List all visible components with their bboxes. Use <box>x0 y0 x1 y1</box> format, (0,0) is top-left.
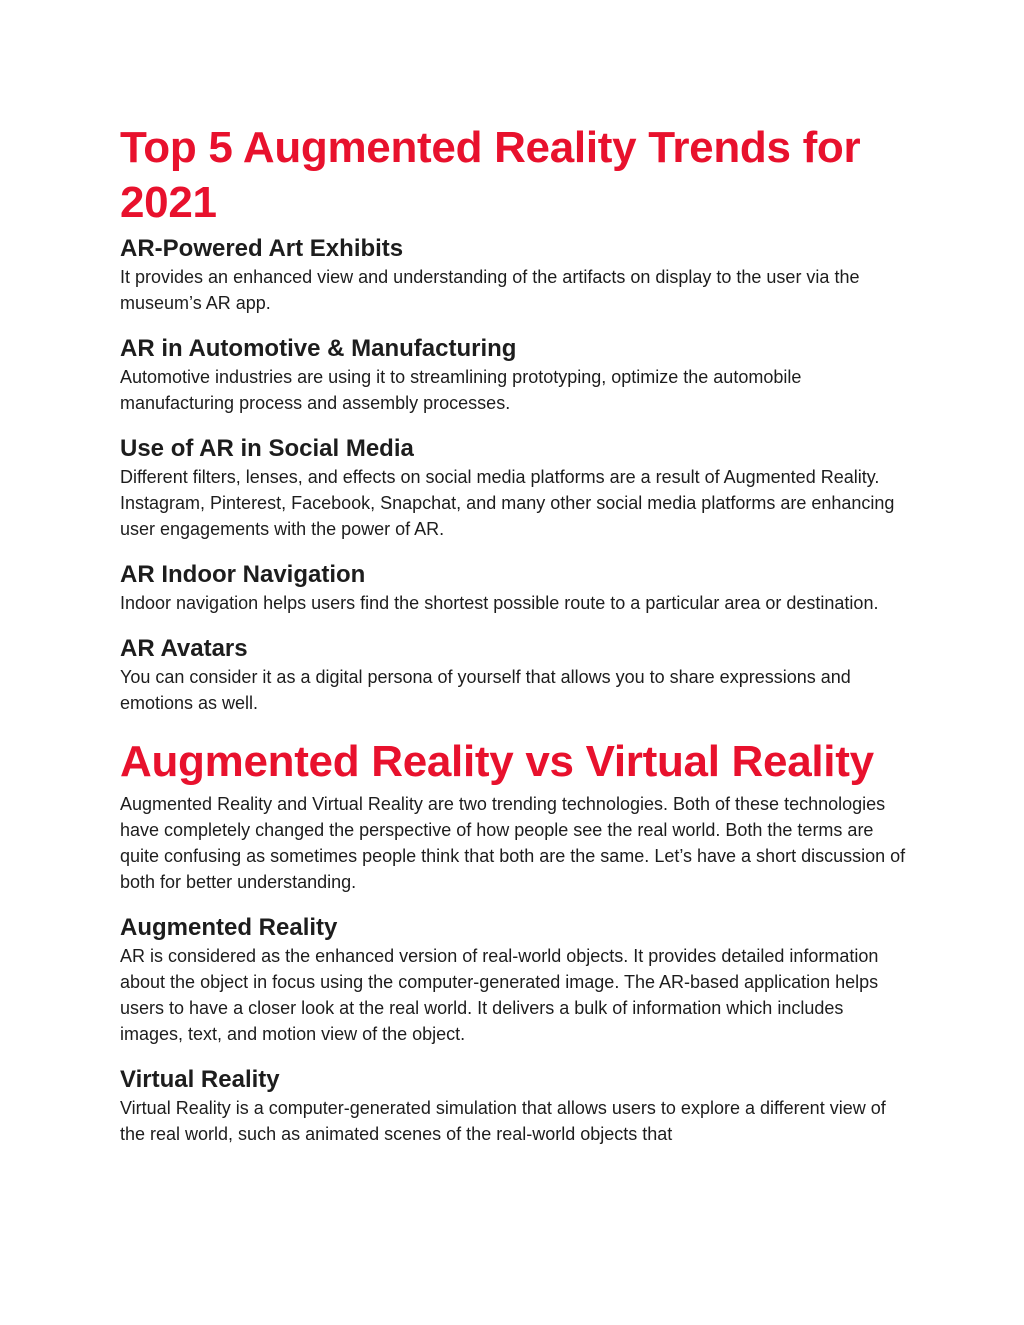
ar-heading: Augmented Reality <box>120 914 338 941</box>
comparison-intro: Augmented Reality and Virtual Reality are two trending technologies. Both of these technologies have completely changed the perspective of how people see the real world. Both the terms are quite confusing as sometimes people think that both are the same. Let’s have a short discussion of both for better understanding. <box>120 794 906 892</box>
trend-text: Indoor navigation helps users find the shortest possible route to a particular area or destination. <box>120 593 879 613</box>
vr-heading: Virtual Reality <box>120 1066 280 1093</box>
trend-heading: AR Indoor Navigation <box>120 561 366 588</box>
vr-text: Virtual Reality is a computer-generated simulation that allows users to explore a different view of the real world, such as animated scenes of the real-world objects that <box>120 1098 886 1144</box>
trend-heading: Use of AR in Social Media <box>120 435 414 462</box>
page-title: Top 5 Augmented Reality Trends for 2021 <box>120 123 861 227</box>
vr-section <box>120 1065 910 1147</box>
trend-text: Automotive industries are using it to streamlining prototyping, optimize the automobile manufacturing process and assembly processes. <box>120 367 802 413</box>
trend-heading: AR in Automotive & Manufacturing <box>120 335 517 362</box>
trend-section <box>120 560 910 616</box>
trend-text: You can consider it as a digital persona of yourself that allows you to share expressions and emotions as well. <box>120 667 851 713</box>
ar-text: AR is considered as the enhanced version of real-world objects. It provides detailed information about the object in focus using the computer-generated image. The AR-based application helps users to have a closer look at the real world. It delivers a bulk of information which includes images, text, and motion view of the object. <box>120 946 879 1044</box>
trend-heading: AR Avatars <box>120 635 248 662</box>
trend-text: Different filters, lenses, and effects on social media platforms are a result of Augmented Reality. Instagram, Pinterest, Facebook, Snapchat, and many other social media platforms are enhancing user engagements with the power of AR. <box>120 467 895 539</box>
trend-section <box>120 634 910 716</box>
trend-section <box>120 334 910 416</box>
comparison-title: Augmented Reality vs Virtual Reality <box>120 737 874 786</box>
trend-text: It provides an enhanced view and understanding of the artifacts on display to the user via the museum’s AR app. <box>120 267 860 313</box>
document-page <box>120 120 910 1147</box>
ar-section <box>120 913 910 1047</box>
trend-heading: AR-Powered Art Exhibits <box>120 235 404 262</box>
trend-section <box>120 234 910 316</box>
trend-section <box>120 434 910 542</box>
